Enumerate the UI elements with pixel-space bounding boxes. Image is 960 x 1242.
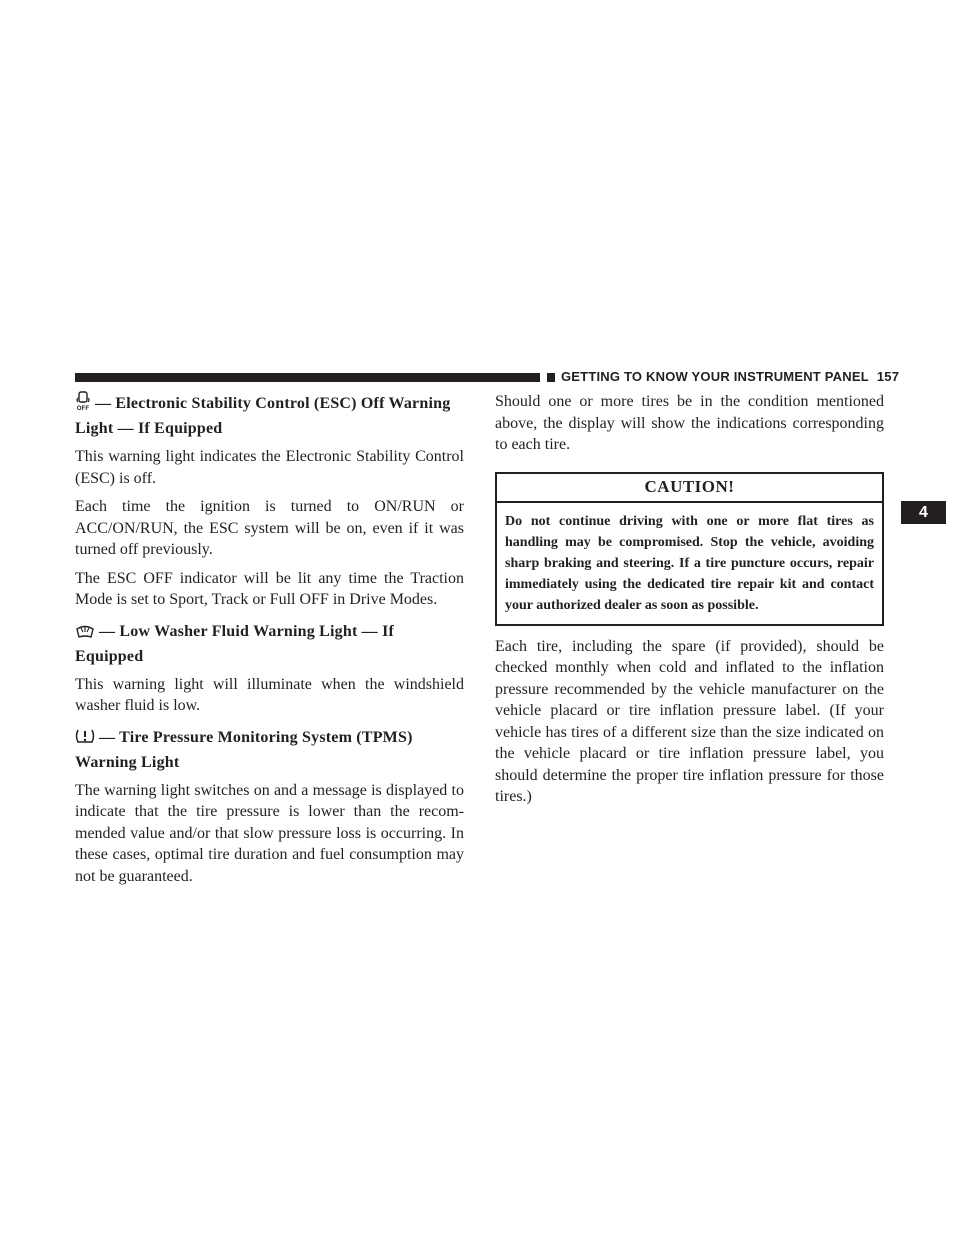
esc-off-icon bbox=[75, 391, 91, 418]
washer-heading bbox=[75, 621, 464, 668]
header-rule-right bbox=[547, 373, 555, 382]
washer-fluid-icon bbox=[75, 624, 95, 646]
tire-intro-para: Should one or more tires be in the condition mentioned above, the display will show the indications corresponding to each tire. bbox=[495, 393, 884, 453]
left-column bbox=[75, 391, 464, 894]
running-header bbox=[561, 369, 900, 384]
chapter-tab: 4 bbox=[901, 501, 946, 524]
header-title: GETTING TO KNOW YOUR INSTRUMENT PANEL bbox=[561, 369, 869, 384]
tpms-para-1: The warning light switches on and a message is displayed to indicate that the tire pressure is lower than the recom-mended value and/or that slow pressure loss is occurring. In these cases, optimal tire duration and fuel consumption may not be guaranteed. bbox=[75, 781, 464, 885]
tire-pressure-icon bbox=[75, 727, 95, 752]
washer-para-1: This warning light will illuminate when the windshield washer fluid is low. bbox=[75, 675, 464, 714]
caution-title: CAUTION! bbox=[497, 474, 882, 503]
page-number: 157 bbox=[876, 369, 900, 384]
tire-check-para: Each tire, including the spare (if provided), should be checked monthly when cold and inflated to the inflation pressure recommended by the vehicle manufacturer on the vehicle placard or tire inflation pressure label. (If your vehicle has tires of a different size than the size indicated on the vehicle placard or tire inflation pressure label, you should determine the proper tire inflation pressure for those tires.) bbox=[495, 637, 884, 805]
esc-para-2: Each time the ignition is turned to ON/RUN or ACC/ON/RUN, the ESC system will be on, even if it was turned off previously. bbox=[75, 498, 464, 558]
tpms-heading-text: — Tire Pressure Monitoring System (TPMS) Warning Light bbox=[75, 728, 413, 771]
esc-heading bbox=[75, 391, 464, 440]
tpms-heading bbox=[75, 727, 464, 774]
caution-body: Do not continue driving with one or more flat tires as handling may be compromised. Stop the vehicle, avoiding sharp braking and steering. If a tire puncture occurs, repair immediately using the dedicated tire repair kit and contact your authorized dealer as soon as possible. bbox=[505, 513, 874, 613]
right-column bbox=[495, 391, 884, 815]
esc-para-3: The ESC OFF indicator will be lit any time the Traction Mode is set to Sport, Track or Full OFF in Drive Modes. bbox=[75, 569, 464, 608]
esc-heading-text: — Electronic Stability Control (ESC) Off Warning Light — If Equipped bbox=[75, 395, 451, 437]
esc-para-1: This warning light indicates the Electronic Stability Control (ESC) is off. bbox=[75, 448, 464, 487]
svg-text:OFF: OFF bbox=[76, 406, 90, 411]
caution-box bbox=[495, 472, 884, 626]
washer-heading-text: — Low Washer Fluid Warning Light — If Equipped bbox=[75, 622, 395, 665]
header-rule-left bbox=[75, 373, 540, 382]
